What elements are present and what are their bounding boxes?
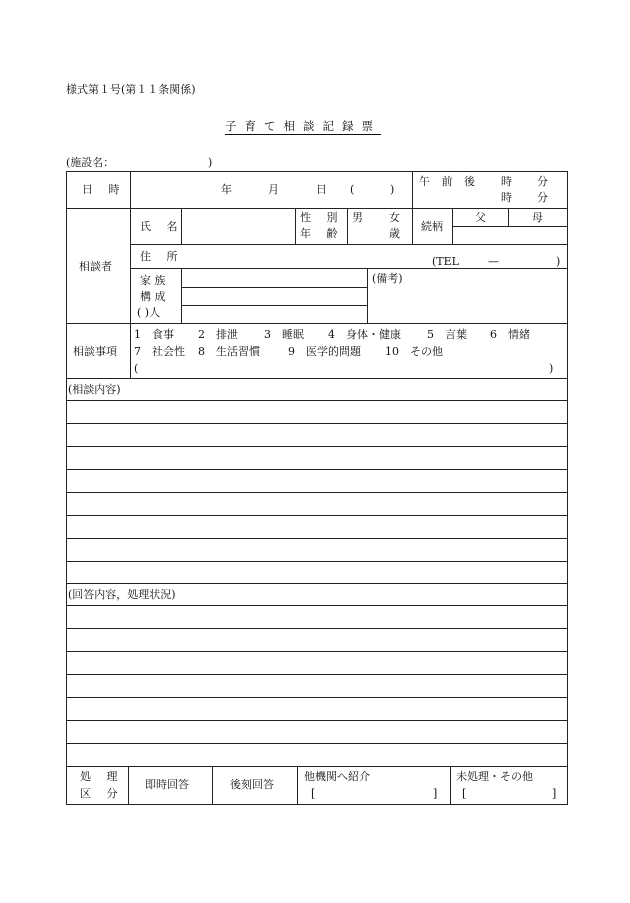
proc-divider	[212, 766, 213, 805]
family-line	[181, 305, 367, 306]
tel-close: )	[556, 255, 561, 268]
processing-label-2: 区 分	[80, 787, 124, 800]
relation-mother[interactable]: 母	[532, 211, 543, 224]
am-pm-choice[interactable]: 午 前 後	[419, 175, 479, 188]
gender-value-divider	[347, 208, 348, 245]
matter-item[interactable]: 10 その他	[385, 345, 443, 358]
remarks-label: (備考)	[372, 272, 403, 285]
row-divider	[66, 323, 568, 324]
proc-divider	[297, 766, 298, 805]
matter-item[interactable]: 4 身体・健康	[328, 328, 401, 341]
matter-item[interactable]: 5 言葉	[427, 328, 467, 341]
relation-father[interactable]: 父	[475, 211, 486, 224]
address-row-divider	[130, 268, 568, 269]
label-col-divider	[130, 171, 131, 324]
family-line	[181, 287, 367, 288]
facility-label: (施設名：	[66, 156, 115, 169]
age-unit: 歳	[389, 227, 400, 240]
row-divider	[66, 583, 568, 584]
tel-dash: —	[488, 255, 499, 268]
family-count[interactable]: ( )人	[137, 306, 161, 319]
gender-male[interactable]: 男	[352, 211, 363, 224]
proc-divider	[128, 766, 129, 805]
referral-bracket-open: [	[311, 787, 316, 800]
facility-name-field[interactable]	[66, 156, 213, 169]
gender-female[interactable]: 女	[389, 211, 400, 224]
matter-other-open: (	[134, 362, 139, 375]
label-col-divider	[130, 323, 131, 379]
matter-item[interactable]: 2 排泄	[198, 328, 238, 341]
weekday-close: )	[390, 183, 395, 196]
minute-unit-1: 分	[537, 175, 548, 188]
unprocessed-bracket-open: [	[462, 787, 467, 800]
relation-label: 続柄	[421, 220, 443, 233]
hour-unit-2: 時	[501, 191, 512, 204]
row-divider	[66, 378, 568, 379]
relation-value-divider	[452, 208, 453, 245]
proc-divider	[450, 766, 451, 805]
matter-item[interactable]: 3 睡眠	[264, 328, 304, 341]
consultant-section-label: 相談者	[79, 260, 112, 273]
referral-option[interactable]: 他機関へ紹介	[304, 770, 370, 783]
referral-bracket-close: ]	[433, 787, 438, 800]
form-title: 子育て相談記録票	[225, 119, 381, 133]
name-input[interactable]	[182, 212, 294, 242]
processing-label-1: 処 理	[80, 770, 124, 783]
row-divider	[66, 208, 568, 209]
time-col-divider	[412, 171, 413, 209]
hour-unit-1: 時	[501, 175, 512, 188]
facility-close-paren: )	[208, 156, 213, 169]
tel-label: (TEL	[432, 255, 459, 268]
row-divider	[66, 766, 568, 767]
matter-other-close: )	[549, 362, 554, 375]
minute-unit-2: 分	[537, 191, 548, 204]
family-label-1: 家 族	[140, 274, 166, 287]
month-unit[interactable]: 月	[268, 183, 279, 196]
unprocessed-bracket-close: ]	[552, 787, 557, 800]
form-number: 様式第１号(第１１条関係)	[66, 83, 196, 96]
matter-item[interactable]: 1 食事	[134, 328, 174, 341]
later-answer-option[interactable]: 後刻回答	[230, 778, 274, 791]
unprocessed-option[interactable]: 未処理・その他	[456, 770, 533, 783]
weekday-open: (	[350, 183, 355, 196]
day-unit[interactable]: 日	[316, 183, 327, 196]
remarks-divider	[367, 268, 368, 324]
age-label: 年 齢	[300, 227, 344, 240]
parent-divider	[508, 208, 509, 226]
matter-item[interactable]: 8 生活習慣	[198, 345, 260, 358]
gender-label: 性 別	[300, 211, 344, 224]
relation-divider	[452, 226, 568, 227]
family-col-divider	[181, 268, 182, 324]
gender-col-divider	[295, 208, 296, 245]
matters-label: 相談事項	[73, 345, 117, 358]
immediate-answer-option[interactable]: 即時回答	[145, 778, 189, 791]
family-label-2: 構 成	[140, 290, 166, 303]
name-label: 氏 名	[140, 220, 184, 233]
relation-col-divider	[412, 208, 413, 245]
name-row-divider	[130, 244, 568, 245]
response-content-label: (回答内容，処理状況)	[68, 588, 176, 601]
consultation-content-label: (相談内容)	[68, 383, 121, 396]
datetime-label: 日 時	[82, 183, 126, 196]
matter-item[interactable]: 7 社会性	[134, 345, 185, 358]
matter-item[interactable]: 9 医学的問題	[288, 345, 361, 358]
consultation-content-area[interactable]	[68, 401, 566, 581]
response-content-area[interactable]	[68, 606, 566, 764]
address-label: 住 所	[140, 250, 184, 263]
year-unit[interactable]: 年	[221, 183, 232, 196]
matter-item[interactable]: 6 情緒	[490, 328, 530, 341]
